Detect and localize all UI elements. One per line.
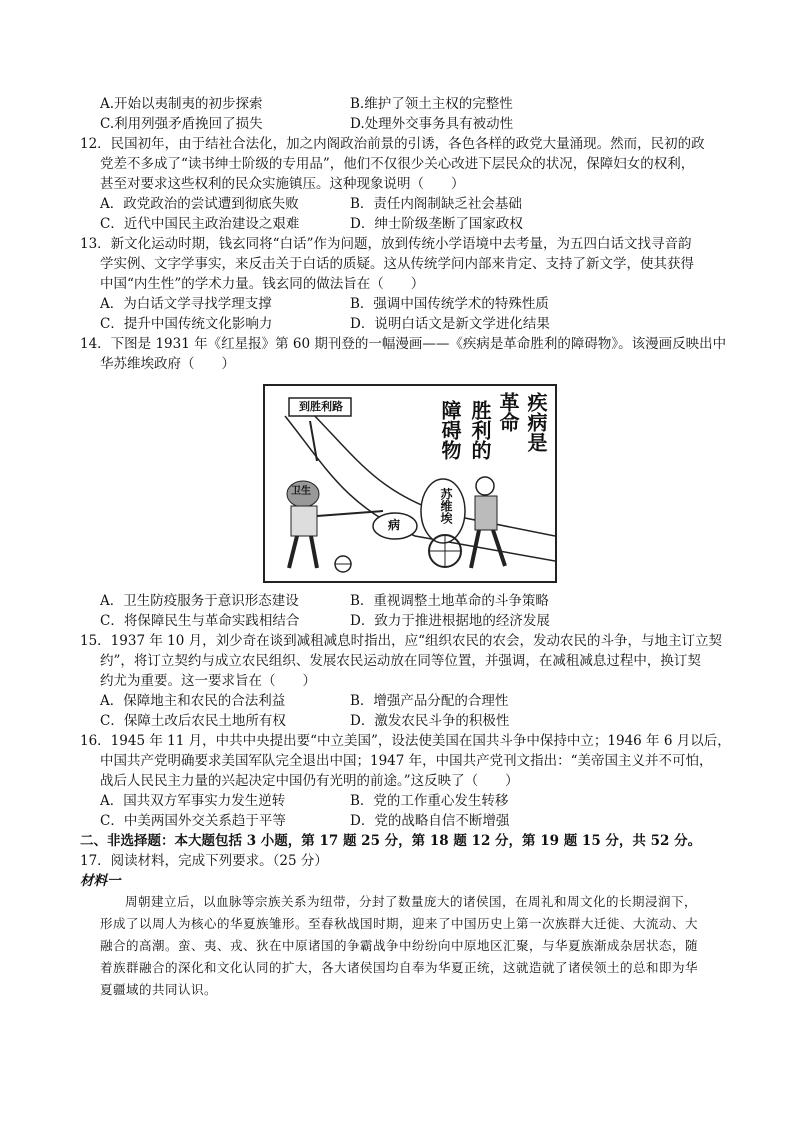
q12-option-b[interactable]: B．责任内阁制缺乏社会基础: [350, 196, 522, 212]
q13-options-row2: [100, 314, 720, 334]
q13-option-c[interactable]: C．提升中国传统文化影响力: [100, 316, 273, 332]
material-1-body: [100, 891, 720, 1001]
q11-option-d[interactable]: D.处理外交事务具有被动性: [350, 116, 514, 132]
question-16: [80, 731, 731, 831]
q11-options-row2: [100, 114, 720, 134]
q12-stem-line-3: 甚至对要求这些权利的民众实施镇压。这种现象说明（ ）: [100, 176, 465, 192]
q15-stem-line-3: 约尤为重要。这一要求旨在（ ）: [100, 673, 316, 689]
cartoon-title-col-4: 障碍物: [438, 400, 462, 460]
q11-options-row1: [100, 94, 720, 114]
material-1-line-4: 着族群融合的深化和文化认同的扩大，各大诸侯国均自奉为华夏正统，这就造就了诸侯领土的总和即为华: [100, 960, 699, 975]
material-1-line-1: 周朝建立后，以血脉等宗族关系为纽带，分封了数量庞大的诸侯国，在周礼和周文化的长期浸润下，: [125, 894, 698, 909]
q13-option-d[interactable]: D．说明白话文是新文学进化结果: [350, 316, 550, 332]
q13-option-b[interactable]: B．强调中国传统学术的特殊性质: [350, 296, 549, 312]
q12-option-a[interactable]: A．政党政治的尝试遭到彻底失败: [100, 196, 299, 212]
q11-option-c[interactable]: C.利用列强矛盾挽回了损失: [100, 116, 263, 132]
material-1-line-3: 融合的高潮。蛮、夷、戎、狄在中原诸国的争霸战争中纷纷向中原地区汇聚，与华夏族渐成杂居状态，随: [100, 938, 699, 953]
cartoon-sign-text: 到胜利路: [299, 400, 343, 413]
q16-option-b[interactable]: B．党的工作重心发生转移: [350, 793, 509, 809]
q15-stem-line-2: 约”，将订立契约与成立农民组织、发展农民运动放在同等位置，并强调，在减租减息过程中，换订契: [100, 653, 701, 669]
q12-options-row1: [100, 194, 720, 214]
q16-options-row2: [100, 811, 720, 831]
q14-stem-line-1: 14．下图是 1931 年《红星报》第 60 期刊登的一幅漫画——《疾病是革命胜利的障碍物》。该漫画反映出中: [80, 336, 727, 352]
q16-stem-line-3: 战后人民民主力量的兴起决定中国仍有光明的前途。”这反映了（ ）: [100, 773, 519, 789]
q14-option-b[interactable]: B．重视调整土地革命的斗争策略: [350, 593, 549, 609]
cartoon-cart-label: 苏维埃: [439, 488, 453, 524]
material-1-line-5: 夏疆域的共同认识。: [100, 982, 218, 997]
q16-option-a[interactable]: A．国共双方军事实力发生逆转: [100, 793, 286, 809]
q13-stem-line-1: 13．新文化运动时期，钱玄同将“白话”作为问题，放到传统小学语境中去考量，为五四白话文找寻音韵: [80, 236, 692, 252]
q11-option-b[interactable]: B.维护了领土主权的完整性: [350, 96, 513, 112]
section-2-heading: 二、非选择题：本大题包括 3 小题，第 17 题 25 分，第 18 题 12 分，第 19 题 15 分，共 52 分。: [80, 833, 702, 849]
q16-option-d[interactable]: D．党的战略自信不断增强: [350, 813, 510, 829]
q11-option-a[interactable]: A.开始以夷制夷的初步探索: [100, 96, 263, 112]
q13-option-a[interactable]: A．为白话文学寻找学理支撑: [100, 296, 272, 312]
q16-stem-line-1: 16．1945 年 11 月，中共中央提出要“中立美国”，设法使美国在国共斗争中保持中立；1946 年 6 月以后，: [80, 733, 731, 749]
q15-options-row2: [100, 711, 720, 731]
q16-option-c[interactable]: C．中美两国外交关系趋于平等: [100, 813, 286, 829]
cartoon-soldier-label: 卫生: [291, 486, 311, 497]
q16-stem-line-2: 中国共产党明确要求美国军队完全退出中国；1947 年，中国共产党刊文指出：“美帝国主义并不可怕，: [100, 753, 713, 769]
q14-stem-line-2: 华苏维埃政府（ ）: [100, 356, 235, 372]
q14-option-d[interactable]: D．致力于推进根据地的经济发展: [350, 613, 550, 629]
cartoon-title-col-2: 革命: [496, 392, 520, 432]
question-13: [80, 234, 720, 334]
cartoon-title-col-3: 胜利的: [468, 400, 492, 460]
material-1-line-2: 形成了以周人为核心的华夏族雏形。至春秋战国时期，迎来了中国历史上第一次族群大迁徙、大流动、大: [100, 916, 699, 931]
q14-option-c[interactable]: C．将保障民生与革命实践相结合: [100, 613, 300, 629]
q15-stem-line-1: 15．1937 年 10 月，刘少奇在谈到减租减息时指出，应“组织农民的农会，发动农民的斗争，与地主订立契: [80, 633, 722, 649]
q14-option-a[interactable]: A．卫生防疫服务于意识形态建设: [100, 593, 299, 609]
q12-stem-line-2: 党差不多成了“读书绅士阶级的专用品”，他们不仅很少关心改进下层民众的状况，保障妇女的权利，: [100, 156, 695, 172]
q13-stem-line-3: 中国“内生性”的学术力量。钱玄同的做法旨在（ ）: [100, 276, 425, 292]
q15-option-d[interactable]: D．激发农民斗争的积极性: [350, 713, 510, 729]
exam-page: [80, 94, 731, 1001]
q13-options-row1: [100, 294, 720, 314]
material-1-title: 材料一: [80, 873, 121, 889]
cartoon-disease-label: 病: [388, 518, 401, 532]
cartoon-title-col-1: 疾病是: [524, 392, 548, 452]
q14-options-row2: [100, 611, 720, 631]
q15-options-row1: [100, 691, 720, 711]
q12-option-d[interactable]: D．绅士阶级垄断了国家政权: [350, 216, 523, 232]
q15-option-a[interactable]: A．保障地主和农民的合法利益: [100, 693, 286, 709]
q13-stem-line-2: 学实例、文字学事实，来反击关于白话的质疑。这从传统学问内部来肯定、支持了新文学，使其获得: [100, 256, 694, 272]
cartoon-figure: [263, 384, 557, 583]
question-14: [80, 334, 727, 631]
q15-option-c[interactable]: C．保障土改后农民土地所有权: [100, 713, 286, 729]
q14-options-row1: [100, 591, 720, 611]
q12-option-c[interactable]: C．近代中国民主政治建设之艰难: [100, 216, 300, 232]
question-12: [80, 134, 720, 234]
question-15: [80, 631, 722, 731]
q12-stem-line-1: 12．民国初年，由于结社合法化，加之内阁政治前景的引诱，各色各样的政党大量涌现。然而，民初的政: [80, 136, 705, 152]
q16-options-row1: [100, 791, 720, 811]
q12-options-row2: [100, 214, 720, 234]
q15-option-b[interactable]: B．增强产品分配的合理性: [350, 693, 509, 709]
q17-title: 17．阅读材料，完成下列要求。（25 分）: [80, 853, 328, 869]
